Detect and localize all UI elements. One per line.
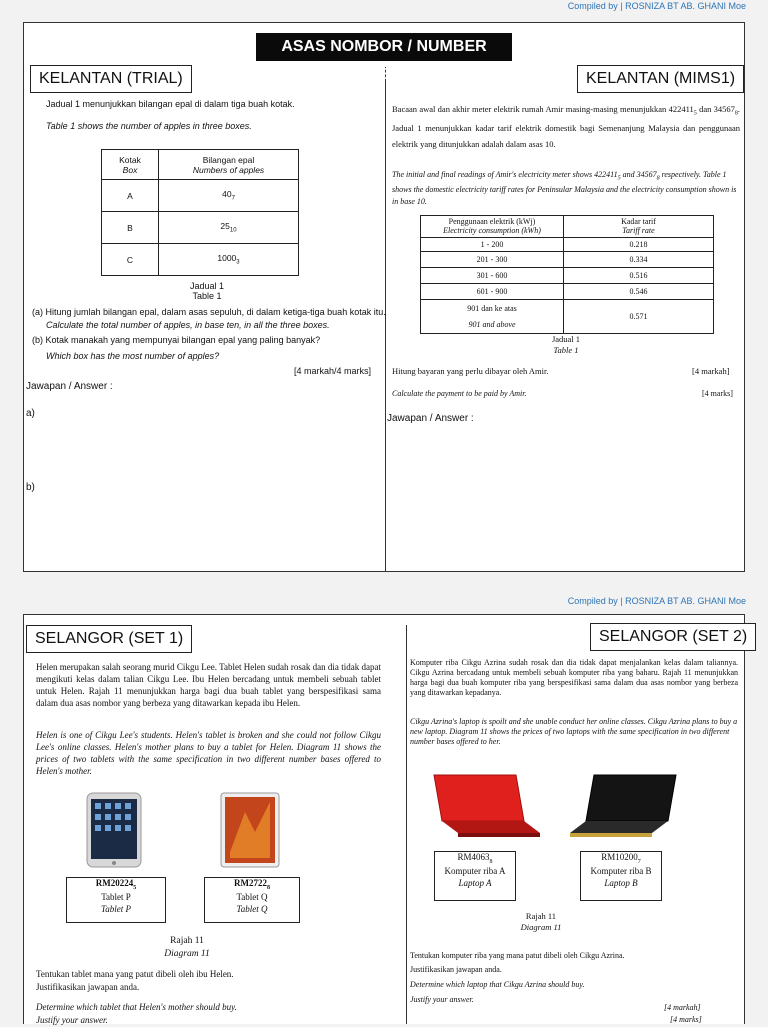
laptop-a-price-box xyxy=(434,851,516,901)
table-row-box: A xyxy=(102,180,159,212)
problem-text-en: Cikgu Azrina's laptop is spoilt and she unable conduct her online classes. Cikgu Azrina plans to buy a new laptop. Diagram 11 shows the prices of two laptops with the same specification in two different number bases offered to her. xyxy=(410,717,738,746)
diagram-caption-en: Diagram 11 xyxy=(520,922,562,932)
col-rate-en: Tariff rate xyxy=(622,225,655,235)
text: dan xyxy=(699,104,712,114)
usage-range-en: 901 and above xyxy=(468,319,516,329)
laptop-a-image xyxy=(424,771,542,839)
tariff-table xyxy=(420,215,714,334)
question-ms-2: Justifikasikan jawapan anda. xyxy=(36,982,140,992)
laptop-b-image xyxy=(568,771,686,839)
col-usage-en: Electricity consumption (kWh) xyxy=(443,225,541,235)
page-title: ASAS NOMBOR / NUMBER BASES xyxy=(256,33,512,61)
col-box-en: Box xyxy=(122,164,138,175)
marks-en: [4 marks] xyxy=(702,389,733,398)
laptop-a-base: 8 xyxy=(489,858,493,865)
laptop-b-price-box xyxy=(580,851,662,901)
text: The initial and final readings of Amir's electricity meter shows xyxy=(392,170,593,179)
question-b-en: Which box has the most number of apples? xyxy=(46,351,220,361)
col-rate-ms: Kadar tarif xyxy=(621,216,656,226)
column-divider xyxy=(385,67,386,571)
reading-1: 422411 xyxy=(668,104,694,114)
text: Bacaan awal dan akhir meter elektrik rumah Amir masing-masing menunjukkan xyxy=(392,104,667,114)
col-box-ms: Kotak xyxy=(119,154,141,165)
text: and xyxy=(622,170,635,179)
worksheet-page-1 xyxy=(23,22,745,572)
answer-a-label: a) xyxy=(26,408,35,419)
label-selangor-set1: SELANGOR (SET 1) xyxy=(26,625,192,653)
apples-base: 7 xyxy=(231,195,235,202)
question-en-2: Justify your answer. xyxy=(410,995,474,1004)
text: . Jadual 1 menunjukkan kadar tarif elektrik domestik bagi Semenanjung Malaysia dan penggunaan elektrik yang ditunjukkan adalah dalam asas 10. xyxy=(392,104,741,150)
marks-ms: [4 markah] xyxy=(692,366,730,376)
answer-label: Jawapan / Answer : xyxy=(26,381,113,392)
col-num-ms: Bilangan epal xyxy=(202,154,255,165)
usage-range: 301 - 600 xyxy=(421,268,564,284)
marks-en: [4 marks] xyxy=(670,1015,702,1024)
reading-1-base: 5 xyxy=(617,175,621,182)
usage-range: 1 - 200 xyxy=(421,238,564,252)
question-en-2: Justify your answer. xyxy=(36,1015,108,1025)
question-en: Calculate the payment to be paid by Amir. xyxy=(392,389,527,398)
apples-value: 25 xyxy=(220,221,230,232)
label-kelantan-mims1: KELANTAN (MIMS1) xyxy=(577,65,744,93)
problem-text-ms xyxy=(392,101,740,152)
problem-text-en xyxy=(392,169,740,208)
tablet-p-price: RM20224 xyxy=(95,878,134,888)
col-usage-ms: Penggunaan elektrik (kWj) xyxy=(448,216,536,226)
question-a-ms: (a) Hitung jumlah bilangan epal, dalam asas sepuluh, di dalam ketiga-tiga buah kotak itu. xyxy=(32,307,386,317)
usage-range: 601 - 900 xyxy=(421,284,564,300)
diagram-caption-ms: Rajah 11 xyxy=(525,911,557,921)
diagram-caption-ms: Rajah 11 xyxy=(170,936,204,946)
question-a-en: Calculate the total number of apples, in base ten, in all the three boxes. xyxy=(46,320,330,330)
tariff-rate: 0.334 xyxy=(564,252,714,268)
laptop-a-price: RM4063 xyxy=(457,852,490,862)
apples-value: 40 xyxy=(222,189,232,200)
answer-b-label: b) xyxy=(26,482,35,493)
question-ms-1: Tentukan komputer riba yang mana patut dibeli oleh Cikgu Azrina. xyxy=(410,951,625,960)
compiled-by-top: Compiled by | ROSNIZA BT AB. GHANI Moe xyxy=(567,1,746,11)
tablet-q-image xyxy=(220,792,280,868)
marks: [4 markah/4 marks] xyxy=(294,366,372,376)
usage-range-ms: 901 dan ke atas xyxy=(467,304,517,314)
table-caption-en: Table 1 xyxy=(192,291,222,301)
label-kelantan-trial: KELANTAN (TRIAL) xyxy=(30,65,192,93)
intro-en: Table 1 shows the number of apples in three boxes. xyxy=(46,121,252,131)
problem-text-en: Helen is one of Cikgu Lee's students. Helen's tablet is broken and she could not follow Cikgu Lee's online classes. Helen's mother plans to buy a tablet for Helen. Diagram 11 shows the prices of two tablets with the same specification in two different number bases offered to Helen's mother. xyxy=(36,730,381,776)
question-ms-1: Tentukan tablet mana yang patut dibeli oleh ibu Helen. xyxy=(36,969,234,979)
reading-2-base: 8 xyxy=(656,175,660,182)
tablet-q-en: Tablet Q xyxy=(236,903,268,914)
text: respectively. Table 1 shows the domestic electricity tariff rates for Peninsular Malaysia and the electricity consumption shown is in base 10. xyxy=(392,170,737,206)
question-en-1: Determine which laptop that Cikgu Azrina should buy. xyxy=(410,980,585,989)
tablet-q-base: 8 xyxy=(267,884,270,891)
tablet-q-price: RM2722 xyxy=(234,878,267,888)
problem-text-ms: Komputer riba Cikgu Azrina sudah rosak dan dia tidak dapat menjalankan kelas dalam taliannya. Cikgu Azrina bercadang untuk membeli sebuah komputer riba yang baharu. Rajah 11 menunjukkan harga bagi dua buah komputer riba yang berspesifikasi sama dalam dua asas nombor yang berbeza yang ditawarkan kepadanya. xyxy=(410,658,738,697)
col-num-en: Numbers of apples xyxy=(192,164,265,175)
reading-2: 34567 xyxy=(636,170,657,179)
laptop-b-base: 7 xyxy=(637,858,641,865)
compiled-by-bottom: Compiled by | ROSNIZA BT AB. GHANI Moe xyxy=(567,596,746,606)
tablet-p-base: 5 xyxy=(133,884,137,891)
tariff-rate: 0.218 xyxy=(564,238,714,252)
tablet-p-ms: Tablet P xyxy=(101,892,131,903)
worksheet-page-2 xyxy=(23,614,748,1025)
tablet-p-image xyxy=(86,792,142,868)
apples-base: 10 xyxy=(229,227,237,234)
tablet-q-ms: Tablet Q xyxy=(236,892,268,903)
table-row-box: C xyxy=(102,244,159,276)
laptop-b-price: RM10200 xyxy=(601,852,638,862)
tablet-p-price-box xyxy=(66,877,166,923)
laptop-a-ms: Komputer riba A xyxy=(444,866,506,877)
question-ms: Hitung bayaran yang perlu dibayar oleh Amir. xyxy=(392,366,549,376)
label-selangor-set2: SELANGOR (SET 2) xyxy=(590,623,756,651)
diagram-caption-en: Diagram 11 xyxy=(164,949,210,959)
reading-2-base: 8 xyxy=(734,110,738,117)
apples-value: 1000 xyxy=(217,253,237,264)
question-ms-2: Justifikasikan jawapan anda. xyxy=(410,965,502,974)
apples-table xyxy=(101,149,299,276)
reading-1-base: 5 xyxy=(693,110,697,117)
question-en-1: Determine which tablet that Helen's mother should buy. xyxy=(36,1002,237,1012)
intro-ms: Jadual 1 menunjukkan bilangan epal di dalam tiga buah kotak. xyxy=(46,99,295,109)
apples-base: 3 xyxy=(236,259,240,266)
tablet-p-en: Tablet P xyxy=(101,903,131,914)
table-caption-en: Table 1 xyxy=(553,345,579,355)
question-b-ms: (b) Kotak manakah yang mempunyai bilangan epal yang paling banyak? xyxy=(32,335,321,345)
laptop-a-en: Laptop A xyxy=(458,877,492,888)
tariff-rate: 0.571 xyxy=(564,300,714,334)
table-caption-ms: Jadual 1 xyxy=(551,334,581,344)
table-caption-ms: Jadual 1 xyxy=(189,281,225,291)
answer-label: Jawapan / Answer : xyxy=(387,413,474,424)
laptop-b-ms: Komputer riba B xyxy=(590,866,652,877)
reading-2: 34567 xyxy=(713,104,735,114)
column-divider xyxy=(406,625,407,1024)
laptop-b-en: Laptop B xyxy=(604,877,638,888)
problem-text-ms: Helen merupakan salah seorang murid Cikgu Lee. Tablet Helen sudah rosak dan dia tidak dapat mengikuti kelas dalam talian Cikgu Lee. Ibu Helen bercadang untuk membeli sebuah tablet untuk Helen. Rajah 11 menunjukkan harga bagi dua buah tablet yang berspesifikasi sama dalam dua asas nombor yang berbeza yang ditawarkan kepada ibu Helen. xyxy=(36,662,381,708)
usage-range: 201 - 300 xyxy=(421,252,564,268)
marks-ms: [4 markah] xyxy=(664,1003,701,1012)
reading-1: 422411 xyxy=(594,170,618,179)
tariff-rate: 0.516 xyxy=(564,268,714,284)
table-row-box: B xyxy=(102,212,159,244)
tablet-q-price-box xyxy=(204,877,300,923)
tariff-rate: 0.546 xyxy=(564,284,714,300)
